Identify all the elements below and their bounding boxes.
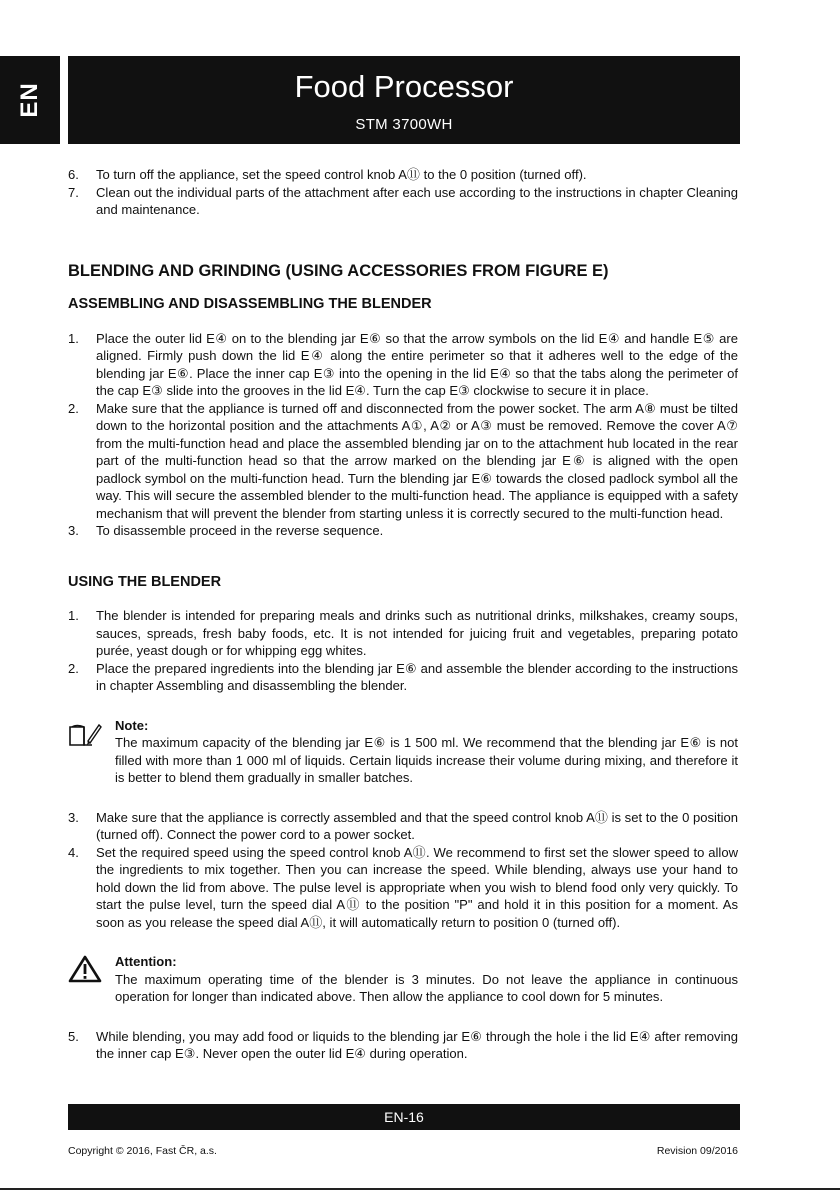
item-number: 7.: [68, 184, 79, 200]
item-number: 6.: [68, 167, 79, 182]
using-list-a: [68, 607, 738, 695]
attention-title: Attention:: [115, 954, 177, 969]
item-number: 1.: [68, 330, 79, 346]
revision-text: Revision 09/2016: [656, 1145, 738, 1157]
page-number-bar: [68, 1104, 740, 1130]
item-text: The blender is intended for preparing meals and drinks such as nutritional drinks, milkshakes, creamy soups, sauces, spreads, fresh baby foods, etc. It is not intended for juicing fruit and vegetables, preparing potato purée, yeast dough or for whipping egg whites.: [96, 608, 738, 658]
list-item: [68, 166, 738, 184]
item-text: Place the prepared ingredients into the blending jar E⑥ and assemble the blender according to the instructions in chapter Assembling and disassembling the blender.: [96, 660, 738, 693]
note-text: The maximum capacity of the blending jar E⑥ is 1 500 ml. We recommend that the blending jar E⑥ is not filled with more than 1 000 ml of liquids. Certain liquids increase their volume during mixing, and therefore it is better to blend them gradually in smaller batches.: [115, 735, 738, 785]
product-title: Food Processor: [294, 69, 514, 104]
note-title: Note:: [115, 717, 149, 733]
list-item: [68, 184, 738, 219]
copyright-text: Copyright © 2016, Fast ČR, a.s.: [68, 1145, 217, 1157]
item-text: While blending, you may add food or liquids to the blending jar E⑥ through the hole i the lid E④ after removing the inner cap E③. Never open the outer lid E④ during operation.: [96, 1028, 738, 1061]
list-item: [68, 607, 738, 660]
item-text: To turn off the appliance, set the speed control knob A⑪ to the 0 position (turned off).: [96, 167, 587, 182]
list-item: [68, 522, 738, 540]
item-text: To disassemble proceed in the reverse sequence.: [96, 523, 384, 538]
list-item: [68, 1028, 738, 1063]
item-text: Place the outer lid E④ on to the blending jar E⑥ so that the arrow symbols on the lid E④ and handle E⑤ are aligned. Firmly push down the lid E④ along the entire perimeter so that it adheres well to the edge of the blending jar E⑥. Place the inner cap E③ into the opening in the lid E④ so that the tabs along the perimeter of the cap E③ slide into the grooves in the lid E④. Turn the cap E③ clockwise to secure it in place.: [96, 330, 738, 398]
intro-list: [68, 166, 738, 219]
item-text: Make sure that the appliance is turned off and disconnected from the power socket. The arm A⑧ must be tilted down to the horizontal position and the attachments A①, A② or A③ must be removed. Remove the cover A⑦ from the multi-function head and place the assembled blending jar on to the attachment hub located in the rear part of the multi-function head so that the arrow marked on the blending jar E⑥ is aligned with the open padlock symbol on the multi-function head. Turn the blending jar E⑥ towards the closed padlock symbol all the way. This will secure the assembled blender to the multi-function head. The appliance is equipped with a safety mechanism that will prevent the blender from starting unless it is correctly secured to the multi-function head.: [96, 400, 738, 521]
attention-box: [68, 953, 738, 1006]
page-header: [68, 56, 740, 144]
section-heading: BLENDING AND GRINDING (USING ACCESSORIES FROM FIGURE E): [68, 261, 609, 280]
using-list-b: [68, 809, 738, 932]
assembling-list: [68, 330, 738, 540]
item-number: 3.: [68, 809, 79, 825]
document-body: [68, 166, 738, 1063]
bottom-divider: [0, 1188, 840, 1190]
item-number: 1.: [68, 608, 79, 623]
list-item: [68, 400, 738, 523]
book-note-icon: [68, 719, 102, 747]
list-item: [68, 330, 738, 400]
list-item: [68, 660, 738, 695]
item-number: 2.: [68, 660, 79, 676]
model-number: STM 3700WH: [355, 116, 453, 133]
language-label: EN: [16, 82, 43, 118]
item-number: 4.: [68, 844, 79, 860]
list-item: [68, 809, 738, 844]
warning-triangle-icon: [68, 955, 102, 983]
item-text: Clean out the individual parts of the attachment after each use according to the instructions in chapter Cleaning and maintenance.: [96, 184, 738, 217]
attention-text: The maximum operating time of the blender is 3 minutes. Do not leave the appliance in continuous operation for longer than indicated above. Then allow the appliance to cool down for 5 minutes.: [115, 971, 738, 1004]
using-list-c: [68, 1028, 738, 1063]
item-text: Make sure that the appliance is correctly assembled and that the speed control knob A⑪ is set to the 0 position (turned off). Connect the power cord to a power socket.: [96, 809, 738, 842]
item-number: 3.: [68, 523, 79, 538]
subsection-heading-using: USING THE BLENDER: [68, 573, 222, 590]
language-tab: [0, 56, 60, 144]
item-number: 2.: [68, 400, 79, 416]
item-number: 5.: [68, 1028, 79, 1044]
page-number: EN-16: [384, 1109, 424, 1125]
item-text: Set the required speed using the speed control knob A⑪. We recommend to first set the slower speed to allow the ingredients to mix together. Then you can increase the speed. While blending, always use your hand to hold down the lid from above. The pulse level is appropriate when you wish to blend food only very quickly. To start the pulse level, turn the speed dial A⑪ to the position "P" and hold it in this position for a moment. As soon as you release the speed dial A⑪, it will automatically return to position 0 (turned off).: [96, 844, 738, 930]
subsection-heading-assembling: ASSEMBLING AND DISASSEMBLING THE BLENDER: [68, 296, 432, 312]
list-item: [68, 844, 738, 932]
note-box: [68, 717, 738, 787]
